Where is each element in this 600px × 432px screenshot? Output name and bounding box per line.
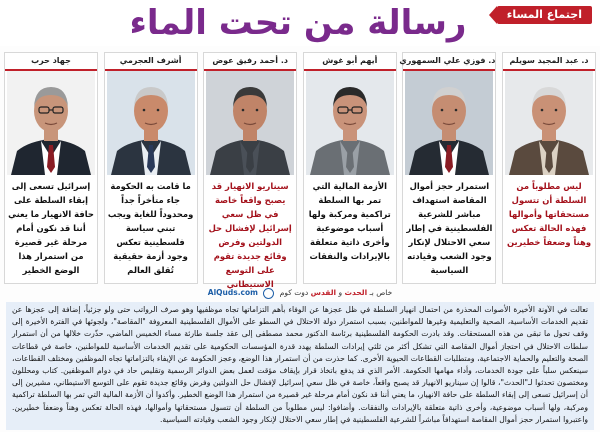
speaker-photo <box>505 71 593 175</box>
speaker-photo <box>206 71 294 175</box>
speaker-photo <box>306 71 394 175</box>
strip-join: و <box>338 288 343 297</box>
article-body: تعالت في الآونة الأخيرة الأصوات المحذرة من احتمال انهيار السلطة في ظل عجزها عن الوفاء بأهم التزاماتها تجاه موظفيها وهو صرف الرواتب حتى ولو جزئياً، إضافة إلى عجزها عن تقديم الخدمات الأساسية، الصحية والتعليمية وغيرها للمواطنين، بسبب استمرار دولة الاحتلال في السطو على الأموال الفلسطينية المعروفة "المقاصة"، ولجوئها في الفترة الأخيرة إلى وقف تحول ما تبقى من هذه المستحقات. وقد بادرت الحكومة الفلسطينية برئاسة الدكتور محمد مصطفى إلى عقد جلسة طارئة مساء الخميس الماضي، حذّرت خلالها من أن استمرار سلطات الاحتلال في احتجاز أموال المقاصة التي تشكل أكثر من ثلثي إيرادات السلطة يهدد قدرة المؤسسات الحكومية على تقديم الخدمات الأساسية للمواطنين، خاصة في قطاعات الصحة والتعليم والحماية الاجتماعية، ومتطلبات القطاعات الحيوية الأخرى. كما حذرت من أن استمرار هذا الوضع، وعجز الحكومة عن الإيفاء بالتزاماتها تجاه الموظفين ومختلف القطاعات، سينعكس سلباً على جودة الخدمات، وأداء مهامها الحكومة. الأمر الذي قد يدفع باتخاذ قرار بإيقاف مؤقت لعمل بعض الدوائر الرسمية وتقليص حاد في دوام الموظفين. كتاب ومحللون ومختصون تحدثوا لـ"الحدث"، قالوا إن سيناريو الانهيار قد يصبح واقعاً، خاصة في ظل سعي إسرائيل لإفشال حل الدولتين وفرض وقائع جديدة تقوم على التوسع الاستيطاني، مشيرين إلى أن إسرائيل تسعى إلى إبقاء السلطة على حافة الانهيار، ما يعني أننا قد نكون أمام مرحلة غير قصيرة من استمرار هذا الوضع الخطير. وأكدوا أن الأزمة المالية التي تمر بها السلطة تراكمية ومركبة، ولها أسباب موضوعية، وأخرى ذاتية متعلقة بالإيرادات والنفقات. وأضافوا: ليس مطلوباً من السلطة أن تتسول مستحقاتها وأموالها، فهذه الحالة تعكس وهناً وضعفاً خطيرين. واعتبروا استمرار حجز أموال المقاصة استهدافاً مباشراً للشرعية الفلسطينية في إطار سعي الاحتلال لإنكار وجود الشعب وقيادته السياسية. <box>6 302 594 430</box>
speaker-panel <box>203 52 297 289</box>
page-header <box>0 0 600 46</box>
headline: رسالة من تحت الماء <box>129 3 467 43</box>
speaker-quote: استمرار حجز أموال المقاصة استهداف مباشر للشرعية الفلسطينية في إطار سعي الاحتلال لإنكار وجود الشعب وقيادته السياسية <box>406 181 493 275</box>
speaker-quote: ما قامت به الحكومة جاء متأخراً جداً ومحدوداً للغاية ويجب تبني سياسة فلسطينية تعكس وجود أزمة حقيقية تُقلق العالم <box>107 181 194 275</box>
speaker-photo <box>7 71 95 175</box>
speaker-panel <box>104 52 198 284</box>
speaker-photo <box>405 71 493 175</box>
source-strip <box>150 286 450 300</box>
speaker-name: أيهم أبو غوش <box>304 53 396 71</box>
speaker-panel <box>502 52 596 284</box>
section-tag: اجتماع المساء <box>497 6 592 24</box>
strip-prefix: خاص بـ <box>369 288 393 297</box>
speaker-name: د. فوزي علي السمهوري <box>403 53 495 71</box>
speaker-quote: ليس مطلوباً من السلطة أن تتسول مستحقاتها وأموالها فهذه الحالة تعكس وهناً وضعفاً خطيرين <box>506 181 592 247</box>
speaker-panel <box>303 52 397 284</box>
speaker-panels <box>4 52 596 289</box>
speaker-panel <box>4 52 98 284</box>
speaker-photo <box>107 71 195 175</box>
speaker-quote: الأزمة المالية التي تمر بها السلطة تراكمية ومركبة ولها أسباب موضوعية وأخرى ذاتية متعلقة بالإيرادات والنفقات <box>308 181 391 261</box>
site-link[interactable]: AlQuds.com <box>207 288 258 297</box>
speaker-quote: سيناريو الانهيار قد يصبح واقعاً خاصة في ظل سعي إسرائيل لإفشال حل الدولتين وفرض وقائع جديدة تقوم على التوسع الاستيطاني <box>208 181 292 289</box>
globe-icon <box>263 288 274 299</box>
outlet-a: الحدث <box>344 288 368 297</box>
speaker-panel <box>399 52 496 284</box>
speaker-name: جهاد حرب <box>5 53 97 71</box>
strip-suffix: دوت كوم <box>279 288 309 297</box>
outlet-b: القدس <box>310 288 337 297</box>
speaker-quote: إسرائيل تسعى إلى إبقاء السلطة على حافة الانهيار ما يعني أننا قد نكون أمام مرحلة غير قصيرة من استمرار هذا الوضع الخطير <box>8 181 94 275</box>
speaker-name: د. عبد المجيد سويلم <box>503 53 595 71</box>
speaker-name: د. أحمد رفيق عوض <box>204 53 296 71</box>
speaker-name: أشرف العجرمي <box>105 53 197 71</box>
